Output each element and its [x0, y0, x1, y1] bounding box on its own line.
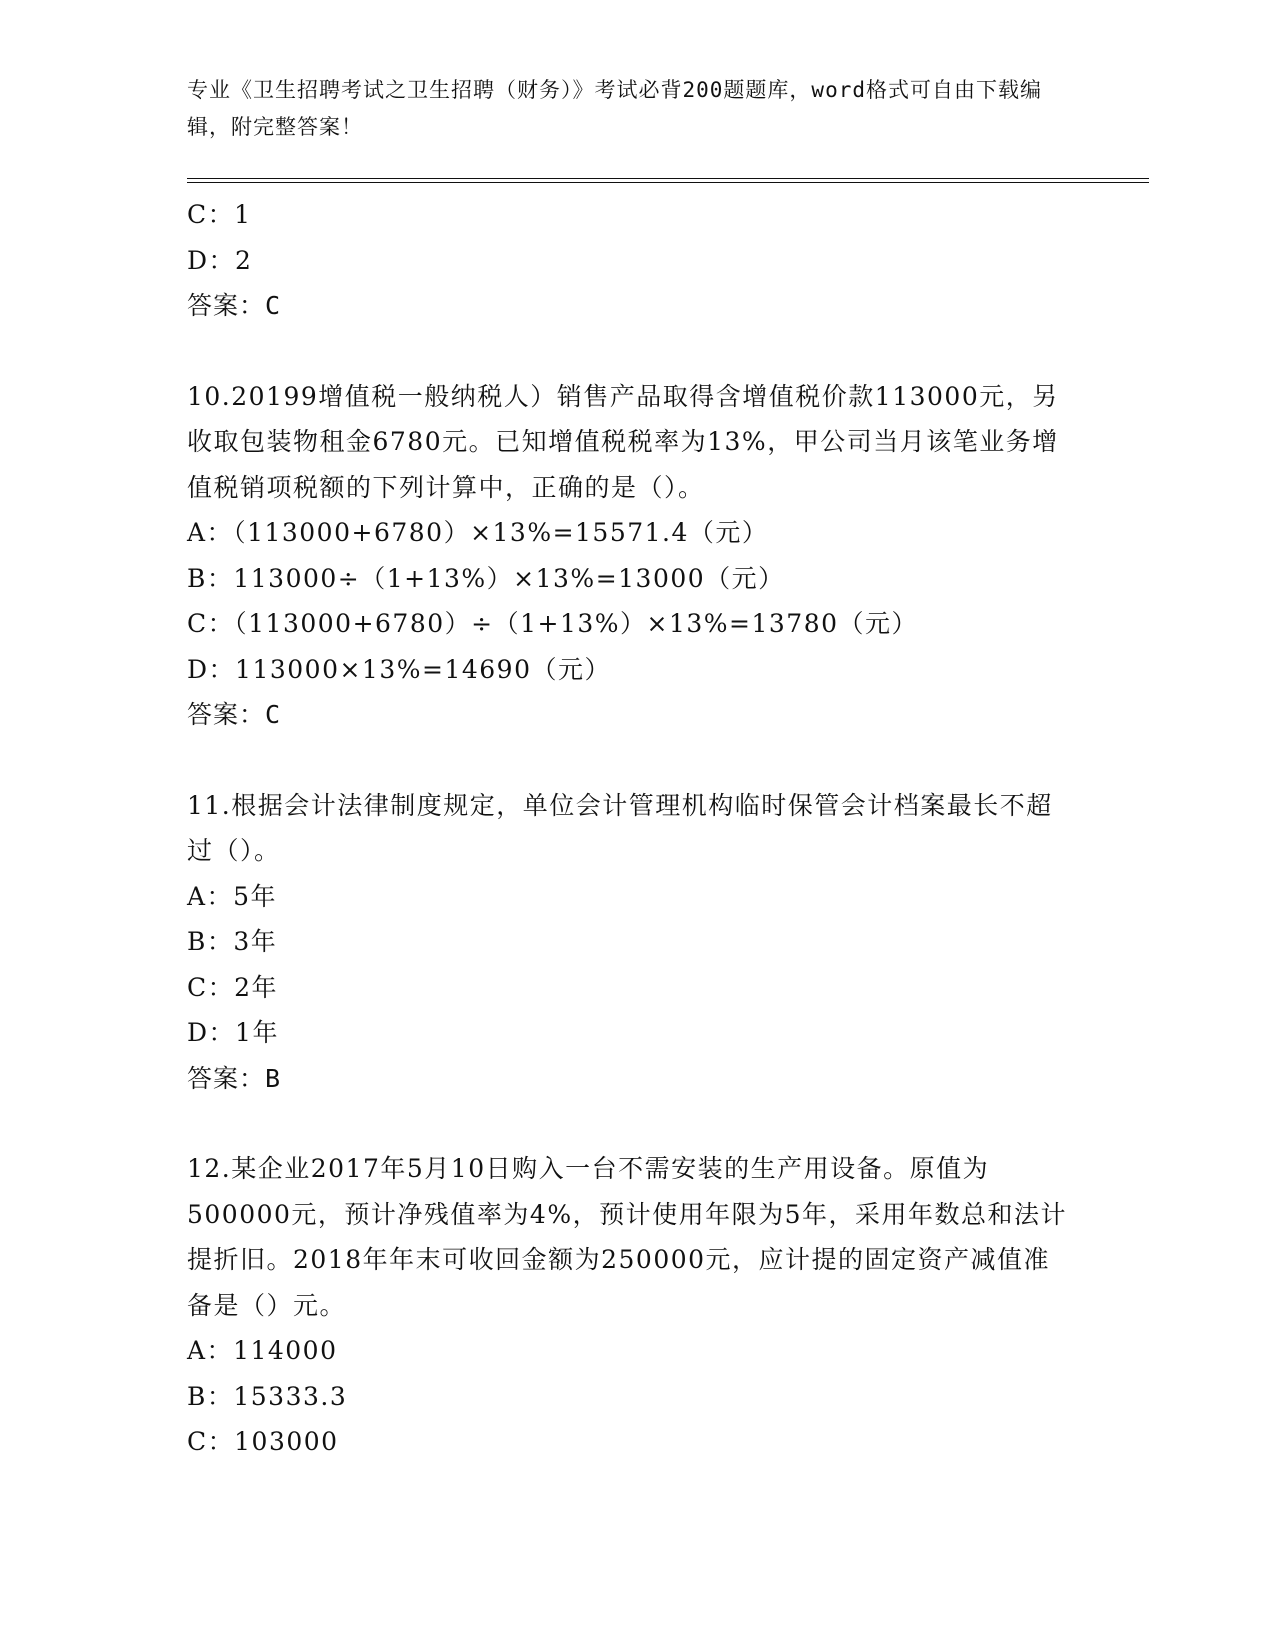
option-label: D： [187, 654, 236, 684]
option-label: B： [187, 563, 234, 593]
question-stem: 12.某企业2017年5月10日购入一台不需安装的生产用设备。原值为500000元，预计净残值率为4%，预计使用年限为5年，采用年数总和法计提折旧。2018年年末可收回金额为250000元，应计提的固定资产减值准备是（）元。 [187, 1154, 1068, 1320]
option-label: D： [187, 245, 236, 275]
option-label: C： [187, 200, 235, 229]
question-10 [187, 374, 1087, 738]
option-label: C： [187, 972, 235, 1002]
option-text: 2年 [234, 972, 279, 1002]
option-label: A： [187, 881, 234, 911]
option-label: C： [187, 1427, 235, 1456]
option-label: A： [187, 1336, 234, 1365]
option-d [187, 238, 1087, 284]
header-divider [187, 178, 1149, 183]
spacer [187, 329, 1087, 374]
option-a [187, 1328, 1087, 1374]
answer-line: 答案：B [187, 1063, 282, 1093]
option-c [187, 965, 1087, 1011]
option-text: 114000 [233, 1336, 338, 1365]
document-header: 专业《卫生招聘考试之卫生招聘（财务）》考试必背200题题库，word格式可自由下载编辑，附完整答案！ [187, 78, 1042, 139]
option-label: C： [187, 609, 235, 638]
option-text: 103000 [234, 1427, 339, 1456]
question-12 [187, 1146, 1087, 1465]
option-text: （113000+6780）÷（1+13%）×13%=13780（元） [234, 609, 919, 638]
answer-line: 答案：C [187, 700, 282, 729]
option-text: （113000+6780）×13%=15571.4（元） [233, 518, 769, 547]
option-label: D： [187, 1018, 236, 1047]
question-11 [187, 783, 1087, 1102]
option-label: A： [187, 518, 234, 547]
option-b [187, 1374, 1087, 1420]
option-d [187, 647, 1087, 693]
option-text: 113000×13%=14690（元） [235, 654, 611, 684]
option-text: 15333.3 [233, 1381, 348, 1411]
question-stem: 11.根据会计法律制度规定，单位会计管理机构临时保管会计档案最长不超过（）。 [187, 790, 1053, 865]
option-text: 1 [234, 200, 252, 229]
option-text: 5年 [233, 881, 277, 911]
spacer [187, 1101, 1087, 1146]
option-d [187, 1010, 1087, 1056]
question-carryover [187, 192, 1087, 329]
question-stem: 10.20199增值税一般纳税人）销售产品取得含增值税价款113000元，另收取包装物租金6780元。已知增值税税率为13%，甲公司当月该笔业务增值税销项税额的下列计算中，正确的是（）。 [187, 381, 1059, 502]
option-label: B： [187, 927, 234, 956]
answer-line: 答案：C [187, 291, 282, 320]
option-b [187, 919, 1087, 965]
option-a [187, 874, 1087, 920]
option-a [187, 510, 1087, 556]
option-text: 113000÷（1+13%）×13%=13000（元） [233, 563, 785, 593]
spacer [187, 738, 1087, 783]
document-content [187, 192, 1087, 1465]
option-text: 1年 [235, 1018, 279, 1047]
option-c [187, 192, 1087, 238]
option-text: 3年 [233, 927, 278, 956]
option-b [187, 556, 1087, 602]
option-c [187, 601, 1087, 647]
option-c [187, 1419, 1087, 1465]
option-text: 2 [235, 245, 253, 275]
option-label: B： [187, 1381, 234, 1411]
